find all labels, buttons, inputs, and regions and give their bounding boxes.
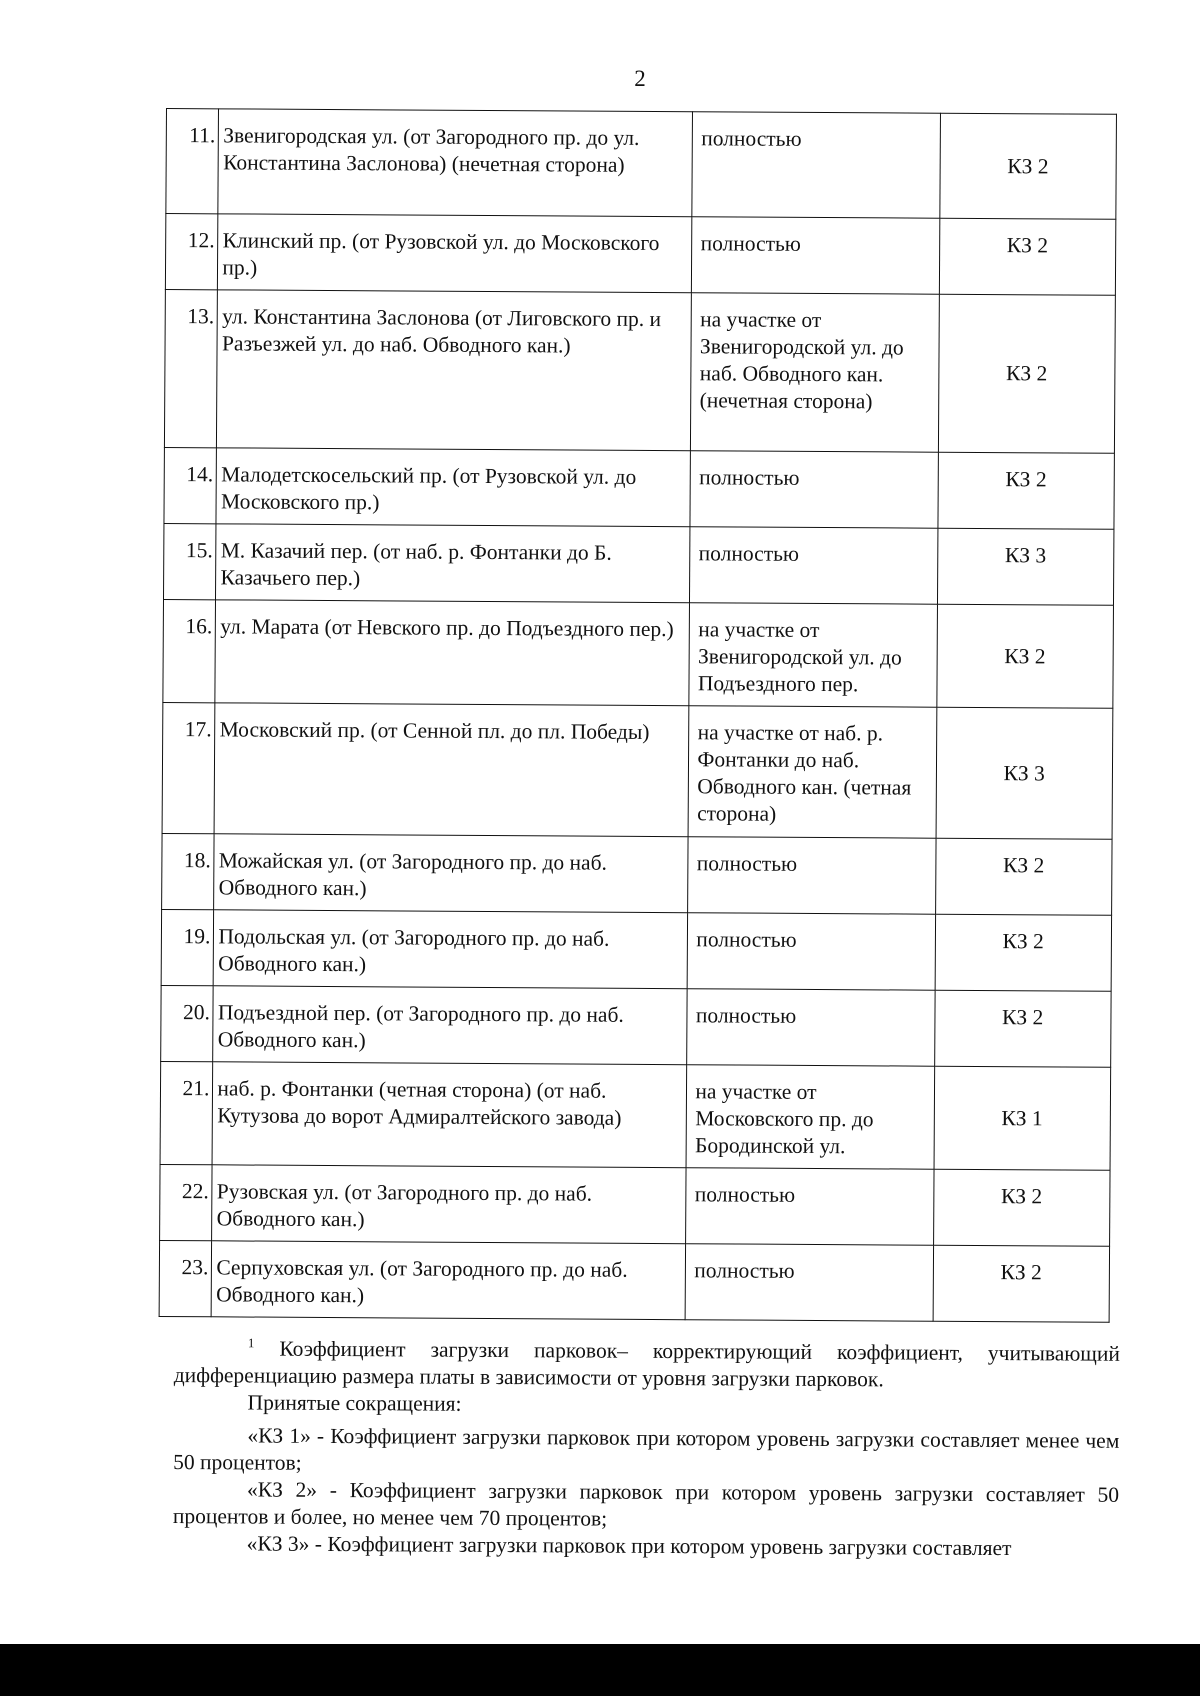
street-name: Можайская ул. (от Загородного пр. до наб. Обводного кан.) <box>214 834 688 913</box>
load-coefficient: КЗ 3 <box>936 707 1113 839</box>
table-row <box>165 214 1115 296</box>
load-coefficient: КЗ 3 <box>937 528 1114 605</box>
street-section: на участке от Звенигородской ул. до Подъездного пер. <box>689 603 937 708</box>
street-section: на участке от Звенигородской ул. до наб. Обводного кан. (нечетная сторона) <box>691 293 939 453</box>
street-name: Клинский пр. (от Рузовской ул. до Московского пр.) <box>218 214 692 293</box>
table-row <box>160 1061 1111 1170</box>
table-row <box>166 109 1117 220</box>
load-coefficient: КЗ 2 <box>939 113 1116 219</box>
load-coefficient: КЗ 2 <box>936 604 1113 708</box>
row-number: 13. <box>164 289 217 447</box>
street-section: полностью <box>692 112 940 219</box>
table-body <box>159 109 1116 1323</box>
row-number: 14. <box>164 447 217 523</box>
load-coefficient: КЗ 2 <box>934 990 1111 1067</box>
row-number: 18. <box>162 833 215 909</box>
row-number: 11. <box>166 109 219 214</box>
page-number: 2 <box>634 66 646 91</box>
street-name: Звенигородская ул. (от Загородного пр. до ул. Константина Заслонова) (нечетная сторона) <box>218 109 693 217</box>
row-number: 23. <box>159 1240 212 1316</box>
table-row <box>160 1164 1110 1246</box>
street-section: полностью <box>686 1168 934 1246</box>
table-row <box>164 447 1114 529</box>
row-number: 12. <box>165 214 218 290</box>
load-coefficient: КЗ 2 <box>935 914 1112 991</box>
footnote-definition <box>174 1335 1120 1395</box>
table-row <box>163 523 1113 605</box>
scan-bottom-bar <box>0 1644 1200 1696</box>
abbrev-kz1: «КЗ 1» - Коэффициент загрузки парковок при котором уровень загрузки составляет менее чем 50 процентов; <box>173 1423 1120 1475</box>
street-name: Московский пр. (от Сенной пл. до пл. Победы) <box>215 703 690 837</box>
street-section: полностью <box>686 1244 934 1322</box>
load-coefficient: КЗ 2 <box>935 838 1112 915</box>
street-section: на участке от Московского пр. до Бородинской ул. <box>686 1065 934 1170</box>
load-coefficient: КЗ 2 <box>938 294 1115 453</box>
street-name: Рузовская ул. (от Загородного пр. до наб. Обводного кан.) <box>212 1165 686 1244</box>
table-row <box>161 985 1111 1067</box>
row-number: 15. <box>163 523 216 599</box>
street-name: Подольская ул. (от Загородного пр. до наб. Обводного кан.) <box>214 910 688 989</box>
street-name: Подъездной пер. (от Загородного пр. до наб. Обводного кан.) <box>213 986 687 1065</box>
table-row <box>161 909 1111 991</box>
row-number: 20. <box>161 985 214 1061</box>
street-table <box>159 108 1117 1323</box>
footnote-marker: 1 <box>247 1335 255 1351</box>
table-row <box>162 833 1112 915</box>
street-name: ул. Константина Заслонова (от Лиговского пр. и Разъезжей ул. до наб. Обводного кан.) <box>217 290 692 451</box>
row-number: 21. <box>160 1061 213 1164</box>
load-coefficient: КЗ 2 <box>933 1169 1110 1246</box>
abbrev-kz2: «КЗ 2» - Коэффициент загрузки парковок при котором уровень загрузки составляет 50 процентов и более, но менее чем 70 процентов; <box>172 1477 1120 1531</box>
street-section: полностью <box>692 217 940 295</box>
load-coefficient: КЗ 2 <box>933 1245 1110 1322</box>
table-row <box>163 599 1114 708</box>
street-section: на участке от наб. р. Фонтанки до наб. Обводного кан. (четная сторона) <box>688 706 936 839</box>
abbrev-heading: Принятые сокращения: <box>247 1390 462 1416</box>
street-section: полностью <box>690 527 938 605</box>
street-name: М. Казачий пер. (от наб. р. Фонтанки до Б. Казачьего пер.) <box>216 524 690 603</box>
abbrev-kz3: «КЗ 3» - Коэффициент загрузки парковок при котором уровень загрузки составляет <box>246 1531 1012 1561</box>
footnotes <box>173 1335 1120 1563</box>
street-name: наб. р. Фонтанки (четная сторона) (от наб. Кутузова до ворот Адмиралтейского завода) <box>212 1062 687 1168</box>
row-number: 16. <box>163 599 216 702</box>
table-row <box>159 1240 1109 1322</box>
street-section: полностью <box>688 837 936 915</box>
footnote-definition-text: Коэффициент загрузки парковок– корректирующий коэффициент, учитывающий дифференциацию размера платы в зависимости от уровня загрузки парковок. <box>173 1336 1120 1392</box>
load-coefficient: КЗ 2 <box>937 452 1114 529</box>
table-row <box>164 289 1115 453</box>
street-name: ул. Марата (от Невского пр. до Подъездного пер.) <box>215 600 690 706</box>
row-number: 17. <box>162 702 215 833</box>
row-number: 19. <box>161 909 214 985</box>
row-number: 22. <box>160 1164 213 1240</box>
street-section: полностью <box>688 913 936 991</box>
street-section: полностью <box>690 451 938 529</box>
load-coefficient: КЗ 1 <box>934 1066 1111 1170</box>
street-name: Серпуховская ул. (от Загородного пр. до наб. Обводного кан.) <box>212 1241 686 1320</box>
street-section: полностью <box>687 989 935 1067</box>
street-name: Малодетскосельский пр. (от Рузовской ул. до Московского пр.) <box>216 448 690 527</box>
table-row <box>162 702 1113 839</box>
load-coefficient: КЗ 2 <box>939 218 1116 295</box>
